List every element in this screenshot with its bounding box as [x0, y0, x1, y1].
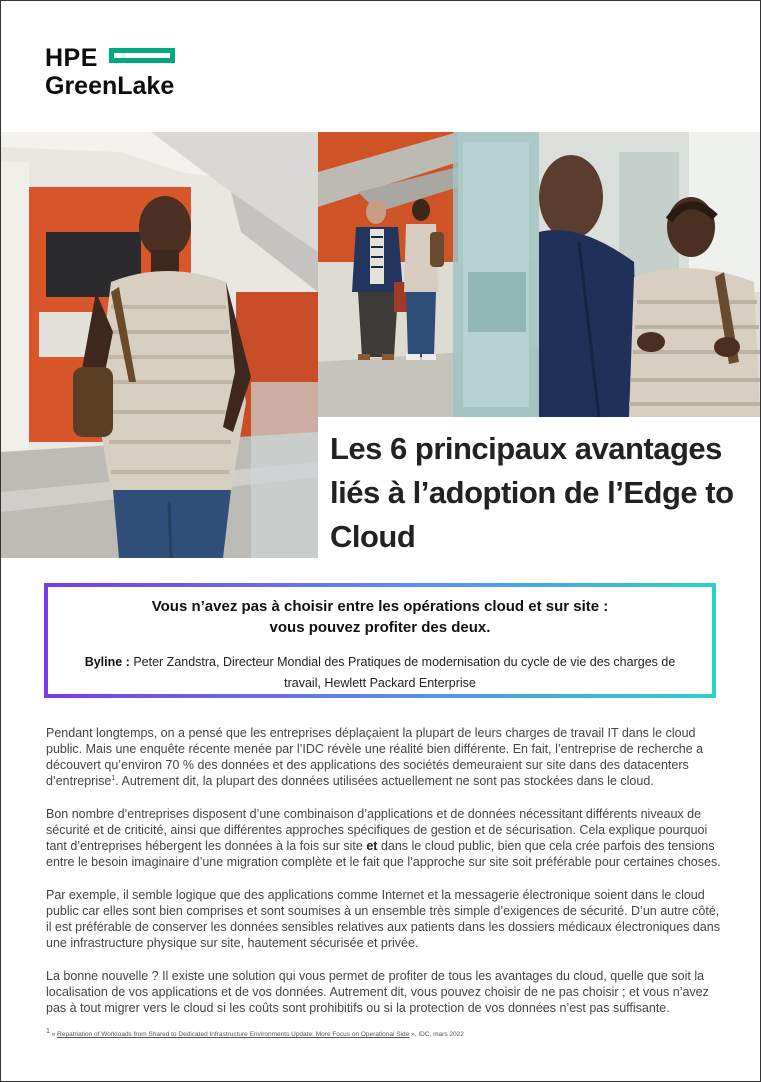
- paragraph-4: La bonne nouvelle ? Il existe une solution qui vous permet de profiter de tous les avantages du cloud, quelle que soit la localisation de vos applications et de vos données. Autrement dit, vous pouvez choisir de ne pas choisir ; et vous n’avez pas à tout migrer vers le cloud si les coûts sont prohibitifs ou si la protection de vos données n’est pas suffisante.: [46, 969, 709, 1015]
- callout-headline-line1: Vous n’avez pas à choisir entre les opérations cloud et sur site :: [151, 598, 609, 615]
- footnote-suffix: », IDC, mars 2022: [409, 1031, 464, 1038]
- photo-conversation-closeup: [539, 132, 760, 417]
- logo-greenlake-text: GreenLake: [45, 72, 175, 100]
- photo-man-walking: [1, 132, 318, 558]
- photo-two-men-talking: [318, 132, 539, 417]
- logo-green-rectangle-icon: [109, 48, 175, 63]
- byline-text: Peter Zandstra, Directeur Mondial des Pratiques de modernisation du cycle de vie des charges de travail, Hewlett Packard Enterprise: [133, 655, 676, 690]
- footnote-number: 1: [46, 1027, 50, 1035]
- paragraph-1-text-end: . Autrement dit, la plupart des données utilisées actuellement ne sont pas stockées dans le cloud.: [115, 774, 654, 788]
- paragraph-2-bold: et: [366, 839, 378, 853]
- footnote-prefix: «: [49, 1031, 58, 1038]
- paragraph-1: [46, 725, 721, 789]
- paragraph-1-text: Pendant longtemps, on a pensé que les entreprises déplaçaient la plupart de leurs charges de travail IT dans le cloud public. Mais une enquête récente menée par l’IDC révèle une réalité bien différente. En fait, l’entreprise de recherche a découvert qu’environ 70 % des données et des applications des sociétés demeuraient sur site dans des datacenters d’entreprise: [46, 726, 704, 788]
- page-title: Les 6 principaux avantages liés à l’adoption de l’Edge to Cloud: [330, 431, 734, 554]
- logo-hpe-text: HPE: [45, 44, 98, 72]
- footnote-link[interactable]: Repatriation of Workloads from Shared to Dedicated Infrastructure Environments Update: More Focus on Operational Side: [57, 1031, 410, 1038]
- footnote-ref: 1: [111, 774, 116, 782]
- byline: [68, 652, 692, 694]
- callout-headline: [48, 596, 712, 638]
- byline-label: Byline :: [84, 655, 130, 669]
- paragraph-3: Par exemple, il semble logique que des applications comme Internet et la messagerie électronique soient dans le cloud public car elles sont bien comprises et sont soumises à un ensemble très simple d’exigences de sécurité. D’un autre côté, il est préférable de conserver les données sensibles relatives aux patients dans les dossiers médicaux électroniques dans une infrastructure physique sur site, hautement sécurisée et privée.: [46, 888, 720, 950]
- paragraph-2: [46, 806, 721, 870]
- callout-headline-line2: vous pouvez profiter des deux.: [269, 619, 491, 636]
- paragraph-2-text: Bon nombre d’entreprises disposent d’une combinaison d’applications et de données nécessitant différents niveaux de sécurité et de criticité, ainsi que différentes approches spécifiques de gestion et de sécurisation. Cela explique pourquoi tant d’entreprises hébergent les données à la fois sur site: [46, 807, 708, 853]
- body-text: [46, 725, 721, 1033]
- callout-inner: [48, 587, 712, 694]
- footnote: [46, 1027, 464, 1038]
- paragraph-2-text-end: dans le cloud public, bien que cela crée parfois des tensions entre le besoin imaginaire d’une migration complète et le fait que l’approche sur site soit préférable pour certaines choses.: [46, 839, 721, 869]
- callout-box: [44, 583, 716, 698]
